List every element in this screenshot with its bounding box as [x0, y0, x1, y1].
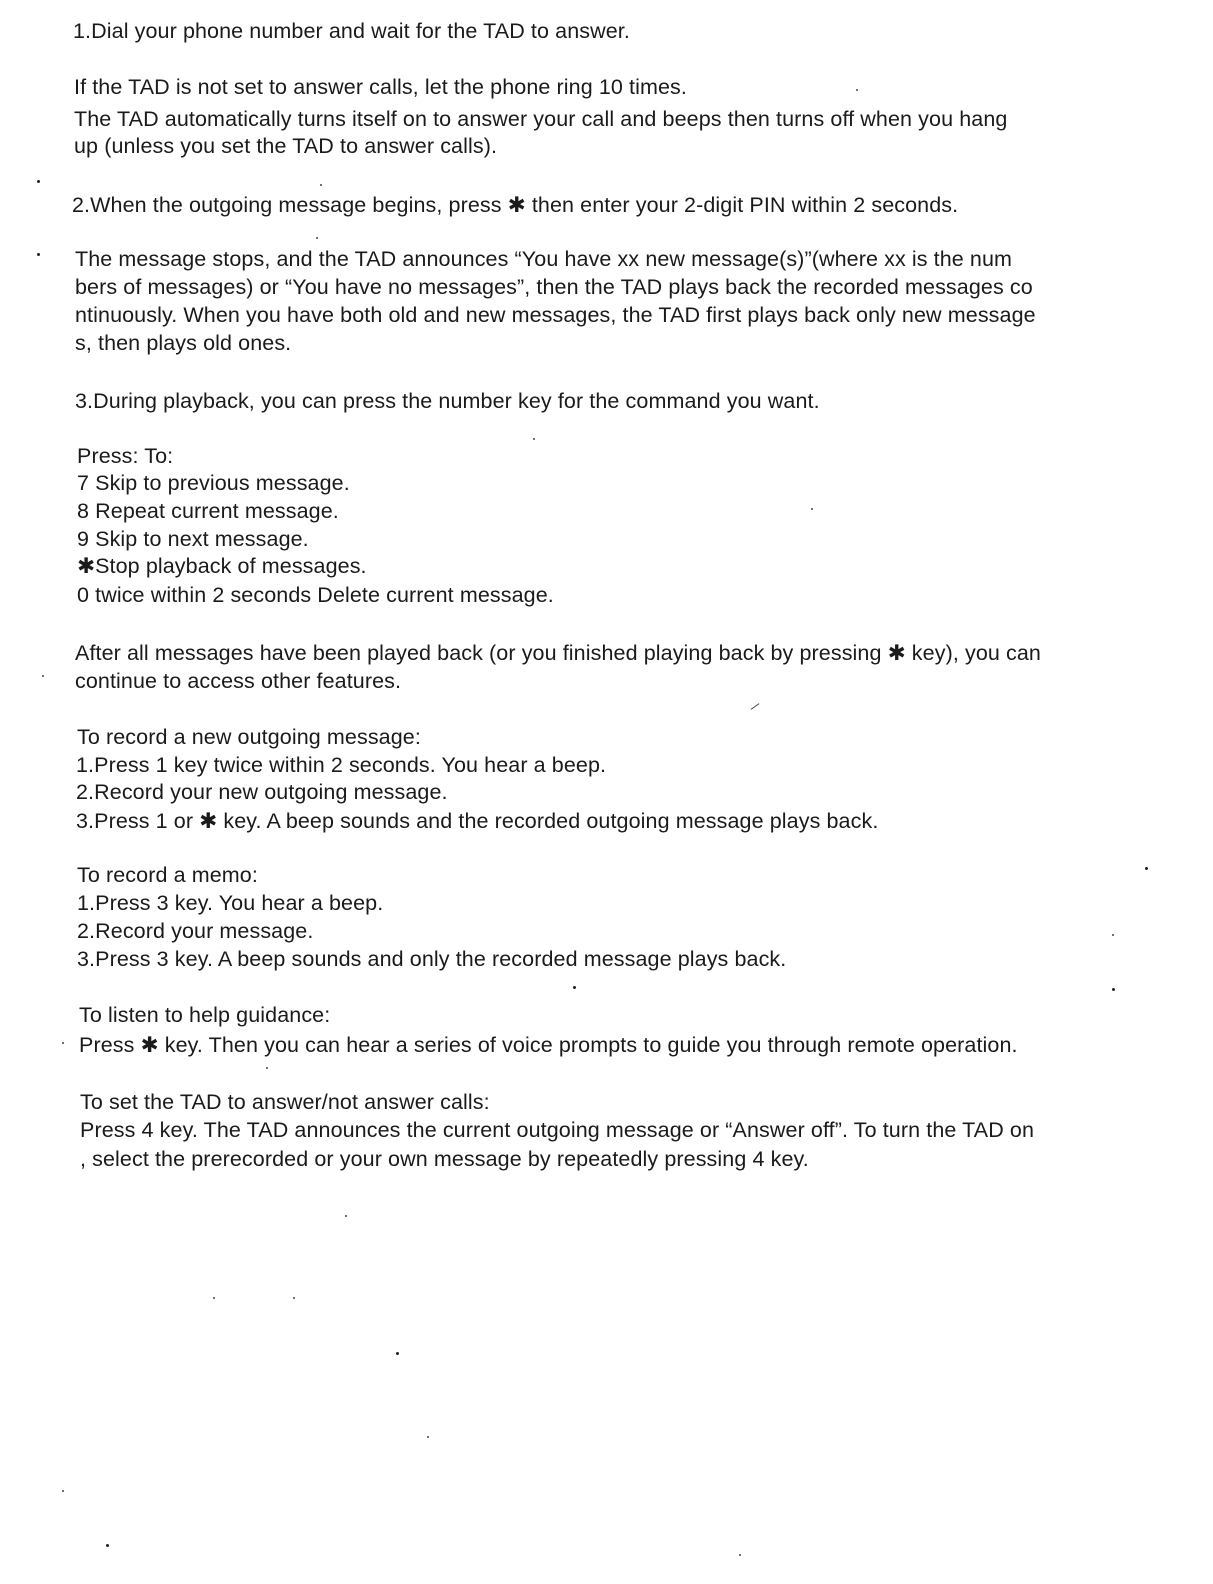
record-memo-step: 2.Record your message. [77, 919, 314, 943]
step-2-heading: 2.When the outgoing message begins, press ✱ then enter your 2-digit PIN within 2 seconds. [72, 193, 959, 217]
scan-speck [106, 1544, 109, 1547]
step-3-heading: 3.During playback, you can press the number key for the command you want. [75, 389, 820, 413]
scan-speck [320, 184, 322, 186]
answer-setting-text: Press 4 key. The TAD announces the current outgoing message or “Answer off”. To turn the TAD on [80, 1118, 1035, 1142]
record-outgoing-step: 1.Press 1 key twice within 2 seconds. You hear a beep. [76, 753, 607, 777]
scan-speck [62, 1490, 64, 1492]
step-2-text-line: s, then plays old ones. [75, 331, 292, 355]
after-playback-line: After all messages have been played back (or you finished playing back by pressing ✱ key), you can [75, 641, 1041, 665]
scan-speck [62, 1042, 64, 1044]
after-playback-line: continue to access other features. [75, 669, 402, 693]
answer-setting-text: , select the prerecorded or your own message by repeatedly pressing 4 key. [80, 1147, 809, 1171]
scan-speck [37, 180, 40, 183]
command-item: ✱Stop playback of messages. [77, 554, 367, 578]
scan-speck [213, 1297, 215, 1299]
step-1-heading: 1.Dial your phone number and wait for the TAD to answer. [73, 19, 630, 43]
step-1-text-line: up (unless you set the TAD to answer calls). [74, 134, 498, 158]
scan-speck [739, 1554, 741, 1556]
record-outgoing-step: 2.Record your new outgoing message. [76, 780, 448, 804]
step-1-text-line: The TAD automatically turns itself on to answer your call and beeps then turns off when you hang [74, 107, 1008, 131]
scan-speck [37, 253, 40, 256]
answer-setting-title: To set the TAD to answer/not answer calls: [80, 1090, 490, 1114]
command-item: 9 Skip to next message. [77, 527, 309, 551]
help-guidance-text: Press ✱ key. Then you can hear a series of voice prompts to guide you through remote operation. [79, 1033, 1018, 1057]
scan-speck [1145, 867, 1148, 870]
scan-speck [1112, 934, 1114, 936]
scan-speck [811, 508, 813, 510]
command-item: 8 Repeat current message. [77, 499, 339, 523]
scan-speck [1112, 988, 1115, 991]
help-guidance-title: To listen to help guidance: [79, 1003, 331, 1027]
scan-speck [396, 1352, 399, 1355]
scan-speck [533, 438, 535, 440]
record-memo-step: 3.Press 3 key. A beep sounds and only the recorded message plays back. [77, 947, 787, 971]
command-item: 7 Skip to previous message. [77, 471, 350, 495]
command-table-header: Press: To: [77, 444, 174, 468]
scan-speck [266, 1067, 268, 1069]
record-outgoing-step: 3.Press 1 or ✱ key. A beep sounds and the recorded outgoing message plays back. [76, 809, 879, 833]
scan-speck [42, 675, 44, 677]
record-outgoing-title: To record a new outgoing message: [77, 725, 421, 749]
scan-speck [856, 89, 858, 91]
scan-speck [293, 1297, 295, 1299]
step-2-text-line: The message stops, and the TAD announces “You have xx new message(s)”(where xx is the num [75, 247, 1013, 271]
command-item: 0 twice within 2 seconds Delete current message. [77, 583, 554, 607]
scan-speck [573, 986, 576, 989]
step-1-text-line: If the TAD is not set to answer calls, let the phone ring 10 times. [74, 75, 687, 99]
record-memo-step: 1.Press 3 key. You hear a beep. [77, 891, 384, 915]
step-2-text-line: bers of messages) or “You have no messages”, then the TAD plays back the recorded messages co [75, 275, 1033, 299]
scan-mark [751, 703, 760, 710]
scan-speck [316, 237, 318, 239]
record-memo-title: To record a memo: [77, 863, 258, 887]
scan-speck [427, 1436, 429, 1438]
scan-speck [345, 1215, 347, 1217]
step-2-text-line: ntinuously. When you have both old and new messages, the TAD first plays back only new message [75, 303, 1036, 327]
